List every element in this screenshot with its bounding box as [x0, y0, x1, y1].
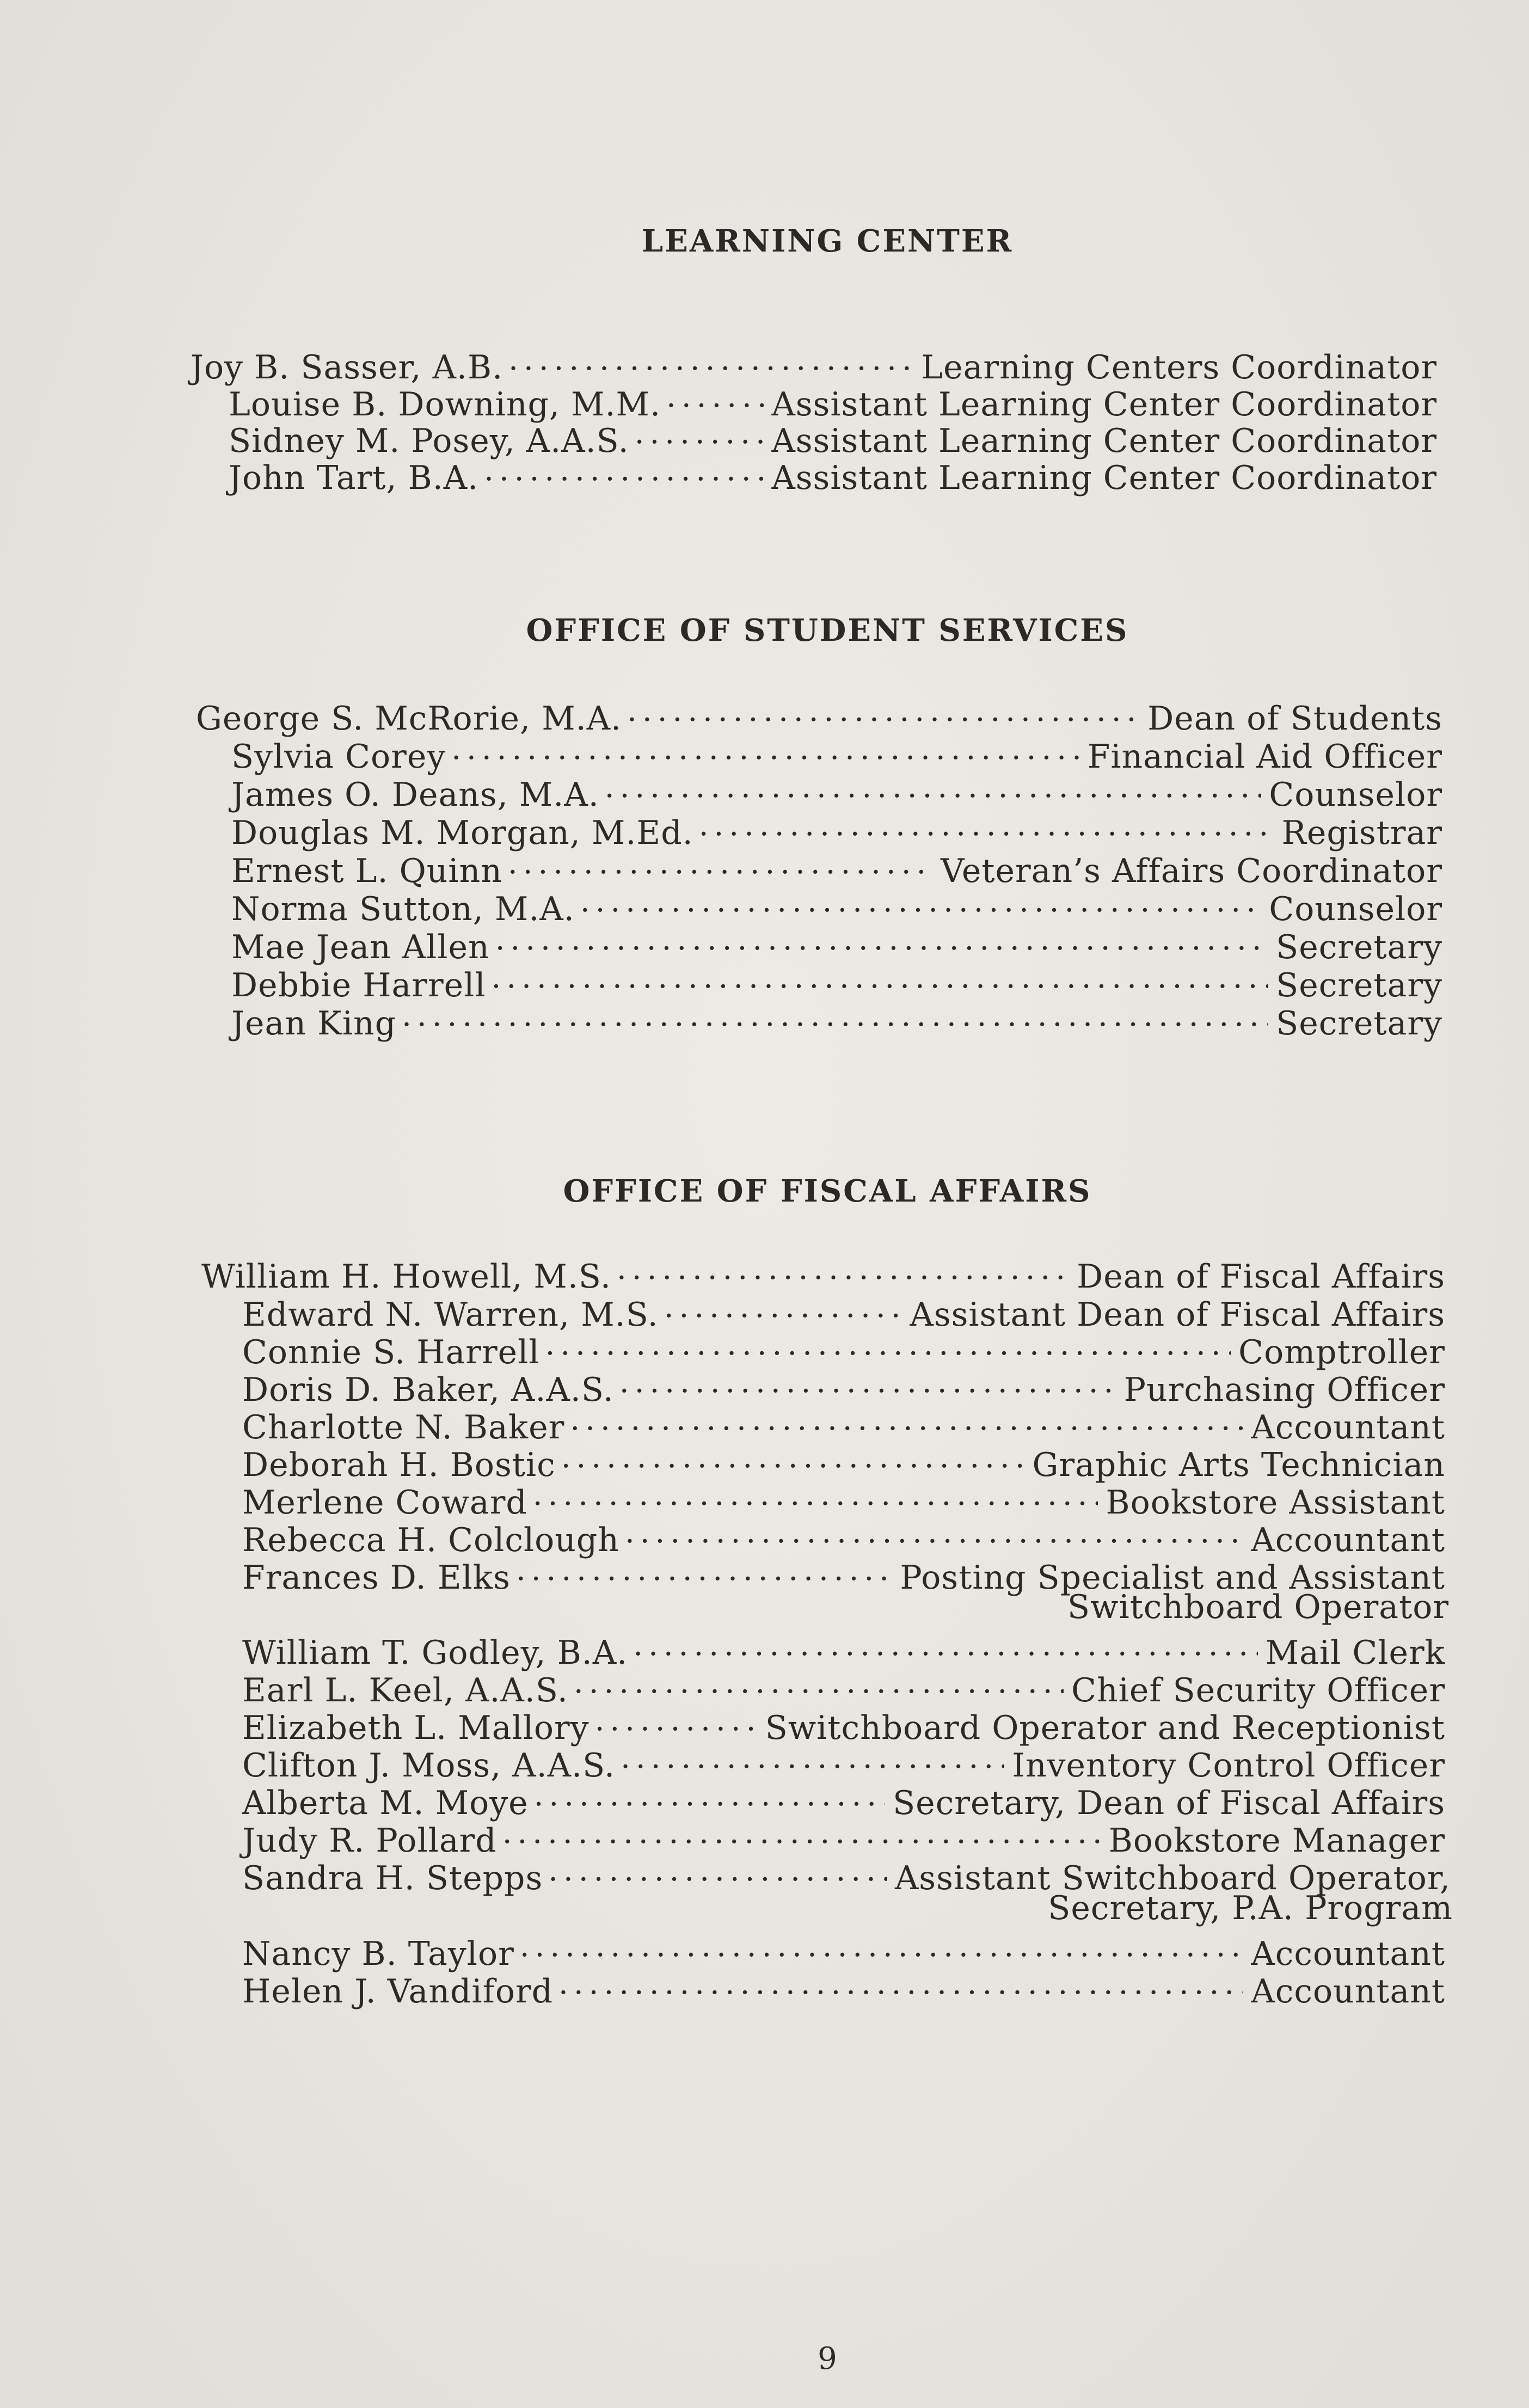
staff-name: John Tart, B.A.	[229, 459, 479, 497]
staff-title-continued: Switchboard Operator	[1067, 1588, 1449, 1626]
dot-leader	[580, 882, 1262, 920]
staff-name: Earl L. Keel, A.A.S.	[242, 1671, 568, 1710]
section-heading-learning-center: LEARNING CENTER	[641, 223, 1014, 259]
dot-leader	[516, 1551, 892, 1589]
staff-title: Dean of Students	[1147, 700, 1442, 738]
dot-leader	[508, 340, 913, 378]
staff-title: Secretary	[1276, 966, 1442, 1004]
staff-name: Jean King	[231, 1004, 397, 1043]
staff-name: Sylvia Corey	[231, 738, 446, 776]
dot-leader	[533, 1475, 1098, 1514]
staff-name: Nancy B. Taylor	[242, 1935, 514, 1973]
staff-name: Norma Sutton, M.A.	[231, 890, 575, 928]
staff-title: Assistant Learning Center Coordinator	[771, 422, 1437, 460]
dot-leader	[508, 844, 933, 882]
section-heading-fiscal-affairs: OFFICE OF FISCAL AFFAIRS	[563, 1173, 1092, 1209]
staff-name: Mae Jean Allen	[231, 928, 490, 966]
staff-title: Posting Specialist and Assistant	[900, 1559, 1445, 1597]
section-heading-student-services: OFFICE OF STUDENT SERVICES	[526, 612, 1129, 648]
staff-title: Financial Aid Officer	[1087, 738, 1442, 776]
staff-name: Charlotte N. Baker	[242, 1408, 565, 1447]
dot-leader	[561, 1438, 1025, 1476]
dot-leader	[699, 806, 1274, 844]
staff-title: Bookstore Assistant	[1106, 1484, 1445, 1522]
staff-name: Joy B. Sasser, A.B.	[191, 348, 503, 387]
staff-title: Mail Clerk	[1265, 1634, 1445, 1672]
staff-name: Clifton J. Moss, A.A.S.	[242, 1747, 616, 1785]
staff-entry	[231, 996, 1442, 1043]
staff-title-continued: Secretary, P.A. Program	[1048, 1889, 1453, 1927]
staff-title: Graphic Arts Technician	[1032, 1446, 1445, 1484]
staff-name: Merlene Coward	[242, 1484, 527, 1522]
dot-leader	[595, 1701, 758, 1739]
staff-title: Accountant	[1251, 1521, 1445, 1559]
staff-name: Doris D. Baker, A.A.S.	[242, 1371, 614, 1409]
staff-name: William H. Howell, M.S.	[201, 1258, 611, 1296]
staff-name: Frances D. Elks	[242, 1559, 511, 1597]
dot-leader	[502, 1813, 1101, 1852]
staff-name: Ernest L. Quinn	[231, 852, 502, 890]
staff-title: Secretary	[1276, 1004, 1442, 1043]
staff-name: Sidney M. Posey, A.A.S.	[229, 422, 629, 460]
staff-title: Learning Centers Coordinator	[921, 348, 1437, 387]
staff-name: Alberta M. Moye	[242, 1784, 529, 1822]
staff-entry	[242, 1964, 1445, 2011]
staff-name: Sandra H. Stepps	[242, 1859, 543, 1897]
staff-name: Louise B. Downing, M.M.	[229, 385, 661, 424]
dot-leader	[625, 1513, 1243, 1551]
staff-name: James O. Deans, M.A.	[231, 776, 599, 814]
dot-leader	[619, 1363, 1116, 1401]
dot-leader	[402, 996, 1268, 1034]
staff-title: Assistant Switchboard Operator,	[894, 1859, 1451, 1897]
dot-leader	[574, 1663, 1064, 1701]
dot-leader	[617, 1249, 1069, 1288]
dot-leader	[534, 1776, 885, 1814]
dot-leader	[495, 920, 1268, 958]
staff-title: Assistant Learning Center Coordinator	[771, 459, 1437, 497]
staff-name: Edward N. Warren, M.S.	[242, 1296, 659, 1334]
staff-title: Purchasing Officer	[1123, 1371, 1445, 1409]
dot-leader	[451, 730, 1079, 768]
staff-title: Accountant	[1251, 1935, 1445, 1973]
staff-name: Judy R. Pollard	[242, 1822, 497, 1860]
staff-title: Registrar	[1281, 814, 1442, 852]
staff-title: Secretary, Dean of Fiscal Affairs	[893, 1784, 1445, 1822]
staff-title: Switchboard Operator and Receptionist	[765, 1709, 1445, 1747]
staff-title: Chief Security Officer	[1071, 1671, 1445, 1710]
staff-name: Debbie Harrell	[231, 966, 486, 1004]
staff-title: Accountant	[1251, 1972, 1445, 2011]
dot-leader	[635, 414, 764, 452]
staff-name: Rebecca H. Colclough	[242, 1521, 619, 1559]
staff-name: Elizabeth L. Mallory	[242, 1709, 590, 1747]
staff-title: Counselor	[1269, 776, 1442, 814]
dot-leader	[621, 1738, 1004, 1776]
staff-name: Deborah H. Bostic	[242, 1446, 556, 1484]
dot-leader	[664, 1288, 902, 1326]
dot-leader	[558, 1964, 1243, 2002]
dot-leader	[605, 768, 1262, 806]
dot-leader	[484, 451, 764, 489]
staff-entry	[229, 451, 1437, 497]
staff-name: Helen J. Vandiford	[242, 1972, 554, 2011]
dot-leader	[520, 1927, 1244, 1965]
staff-title: Dean of Fiscal Affairs	[1077, 1258, 1445, 1296]
dot-leader	[633, 1626, 1257, 1664]
staff-name: George S. McRorie, M.A.	[196, 700, 622, 738]
staff-title: Counselor	[1269, 890, 1442, 928]
staff-title: Comptroller	[1238, 1333, 1445, 1371]
staff-name: Douglas M. Morgan, M.Ed.	[231, 814, 693, 852]
staff-name: William T. Godley, B.A.	[242, 1634, 628, 1672]
dot-leader	[548, 1851, 887, 1889]
staff-title: Accountant	[1251, 1408, 1445, 1447]
dot-leader	[492, 958, 1269, 996]
staff-name: Connie S. Harrell	[242, 1333, 540, 1371]
staff-title: Inventory Control Officer	[1012, 1747, 1445, 1785]
staff-title: Secretary	[1276, 928, 1442, 966]
dot-leader	[545, 1325, 1231, 1363]
staff-title: Bookstore Manager	[1108, 1822, 1445, 1860]
page-number: 9	[818, 2341, 837, 2376]
dot-leader	[627, 691, 1140, 730]
dot-leader	[570, 1400, 1243, 1438]
dot-leader	[666, 377, 764, 415]
staff-title: Assistant Learning Center Coordinator	[771, 385, 1437, 424]
staff-title: Veteran’s Affairs Coordinator	[941, 852, 1442, 890]
staff-title: Assistant Dean of Fiscal Affairs	[910, 1296, 1445, 1334]
